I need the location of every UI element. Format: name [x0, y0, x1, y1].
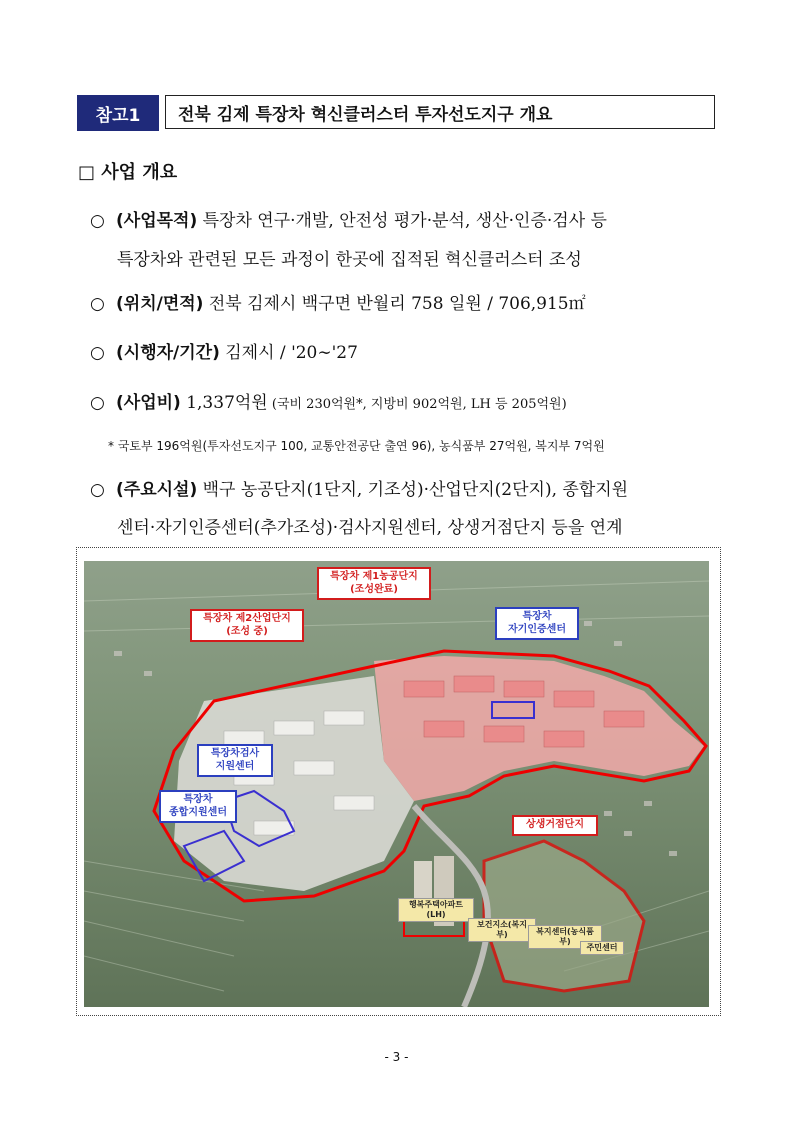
bullet-continuation: 센터·자기인증센터(추가조성)·검사지원센터, 상생거점단지 등을 연계	[117, 518, 623, 538]
label-line: 특장차	[183, 794, 213, 805]
bullet-marker: ○	[90, 343, 105, 363]
bullet-marker: ○	[90, 480, 105, 500]
label-line: 자기인증센터	[508, 623, 566, 635]
map-label-hub-complex: 상생거점단지	[512, 815, 598, 836]
label-line: (조성완료)	[350, 583, 398, 595]
map-label-industrial-complex-2	[190, 609, 304, 642]
label-line: 특장차	[522, 611, 552, 622]
bullet-location	[90, 296, 586, 313]
bullet-text: 1,337억원	[180, 393, 268, 413]
bullet-text: 김제시 / '20∼'27	[219, 343, 358, 363]
map-label-inspection-center	[197, 744, 273, 777]
footnote: * 국토부 196억원(투자선도지구 100, 교통안전공단 출연 96), 농식품부 27억원, 복지부 7억원	[108, 439, 605, 453]
map-label-welfare-center: 복지센터(농식품부)	[528, 925, 602, 949]
map-label-apartment: 행복주택아파트(LH)	[398, 898, 474, 922]
map-label-health-center: 보건지소(복지부)	[468, 918, 536, 942]
bullet-label: (사업비)	[116, 393, 181, 413]
bullet-marker: ○	[90, 294, 105, 314]
page-number: - 3 -	[384, 1050, 409, 1064]
label-line: 특장차 제2산업단지	[203, 613, 291, 624]
label-line: 지원센터	[215, 760, 255, 772]
map-label-agro-complex-1	[317, 567, 431, 600]
label-line: 특장차 제1농공단지	[330, 571, 418, 582]
bullet-label: (시행자/기간)	[116, 343, 220, 363]
bullet-marker: ○	[90, 393, 105, 413]
bullet-facilities	[90, 482, 628, 499]
bullet-text: 특장차 연구·개발, 안전성 평가·분석, 생산·인증·검사 등	[197, 211, 607, 231]
bullet-label: (위치/면적)	[116, 294, 204, 314]
map-label-community-center: 주민센터	[580, 941, 624, 955]
bullet-marker: ○	[90, 211, 105, 231]
label-line: (조성 중)	[226, 625, 268, 637]
bullet-label: (사업목적)	[116, 211, 198, 231]
label-line: 특장차검사	[210, 748, 260, 759]
bullet-continuation: 특장차와 관련된 모든 과정이 한곳에 집적된 혁신클러스터 조성	[117, 250, 582, 270]
reference-tag: 참고1	[77, 95, 159, 131]
label-line: 종합지원센터	[169, 806, 227, 818]
map-label-self-cert-center	[495, 607, 579, 640]
bullet-purpose	[90, 213, 607, 230]
map-label-support-center	[159, 790, 237, 823]
page-title: 전북 김제 특장차 혁신클러스터 투자선도지구 개요	[165, 95, 715, 129]
bullet-subtext: (국비 230억원*, 지방비 902억원, LH 등 205억원)	[267, 397, 567, 412]
bullet-label: (주요시설)	[116, 480, 198, 500]
bullet-text: 백구 농공단지(1단지, 기조성)·산업단지(2단지), 종합지원	[197, 480, 629, 500]
section-title: □ 사업 개요	[78, 162, 178, 183]
bullet-text: 전북 김제시 백구면 반월리 758 일원 / 706,915㎡	[203, 294, 586, 314]
bullet-budget	[90, 395, 567, 412]
bullet-operator	[90, 345, 358, 362]
